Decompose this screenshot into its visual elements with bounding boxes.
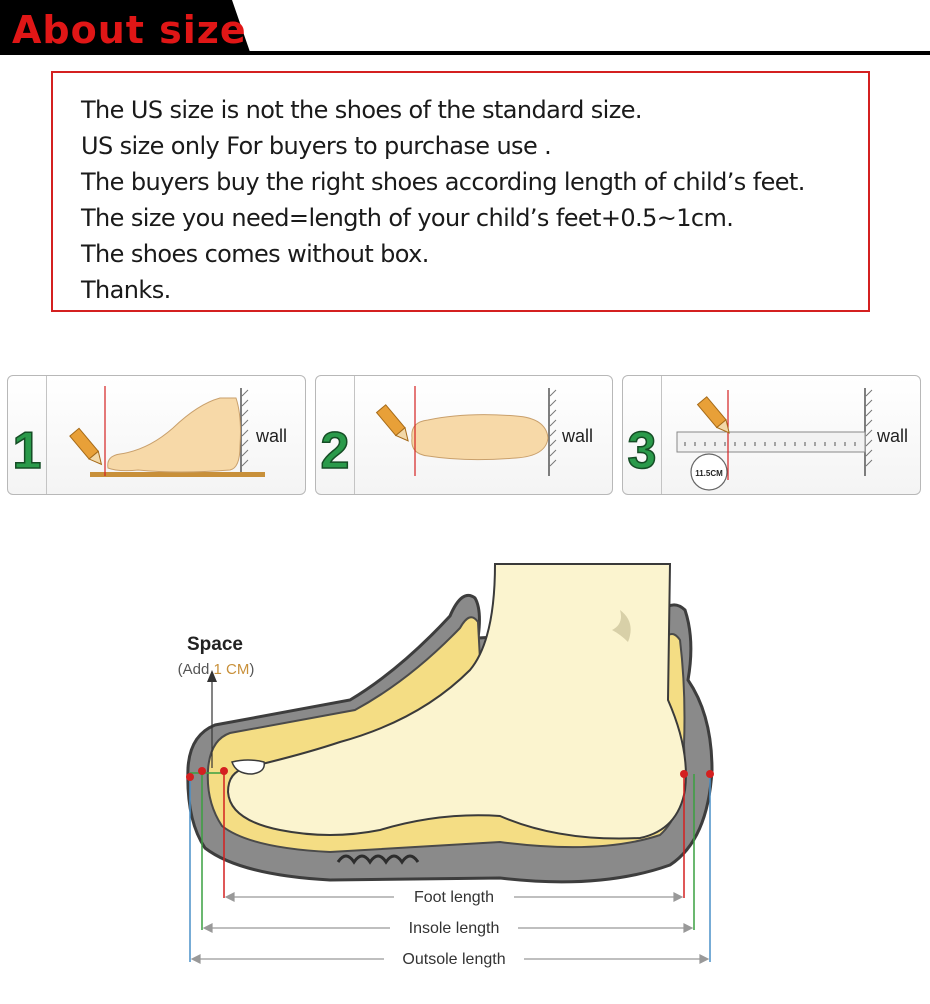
measure-step-3 [622,375,921,495]
wall-label: wall [877,426,909,446]
notice-line: Thanks. [81,276,171,304]
notice-line: The shoes comes without box. [81,240,429,268]
size-notice-box [51,71,870,312]
measure-step-1 [7,375,306,495]
step-number: 3 [627,422,657,480]
page-title: About size [12,8,247,52]
step-number: 1 [12,422,42,480]
shoe-size-diagram [0,530,930,1000]
ruler-reading: 11.5CM [695,469,723,478]
space-label: Space [187,634,243,655]
space-note: (Add 1 CM) [177,661,255,678]
foot-length-label: Foot length [413,889,495,906]
header-banner [0,0,930,60]
outsole-length-label: Outsole length [402,951,506,968]
notice-line: The size you need=length of your child’s feet+0.5~1cm. [81,204,734,232]
step-number: 2 [320,422,350,480]
notice-line: The US size is not the shoes of the standard size. [81,96,642,124]
measure-step-2 [315,375,613,495]
wall-label: wall [256,426,288,446]
insole-length-label: Insole length [408,920,500,937]
wall-label: wall [562,426,594,446]
notice-line: The buyers buy the right shoes according length of child’s feet. [81,168,805,196]
notice-line: US size only For buyers to purchase use . [81,132,552,160]
